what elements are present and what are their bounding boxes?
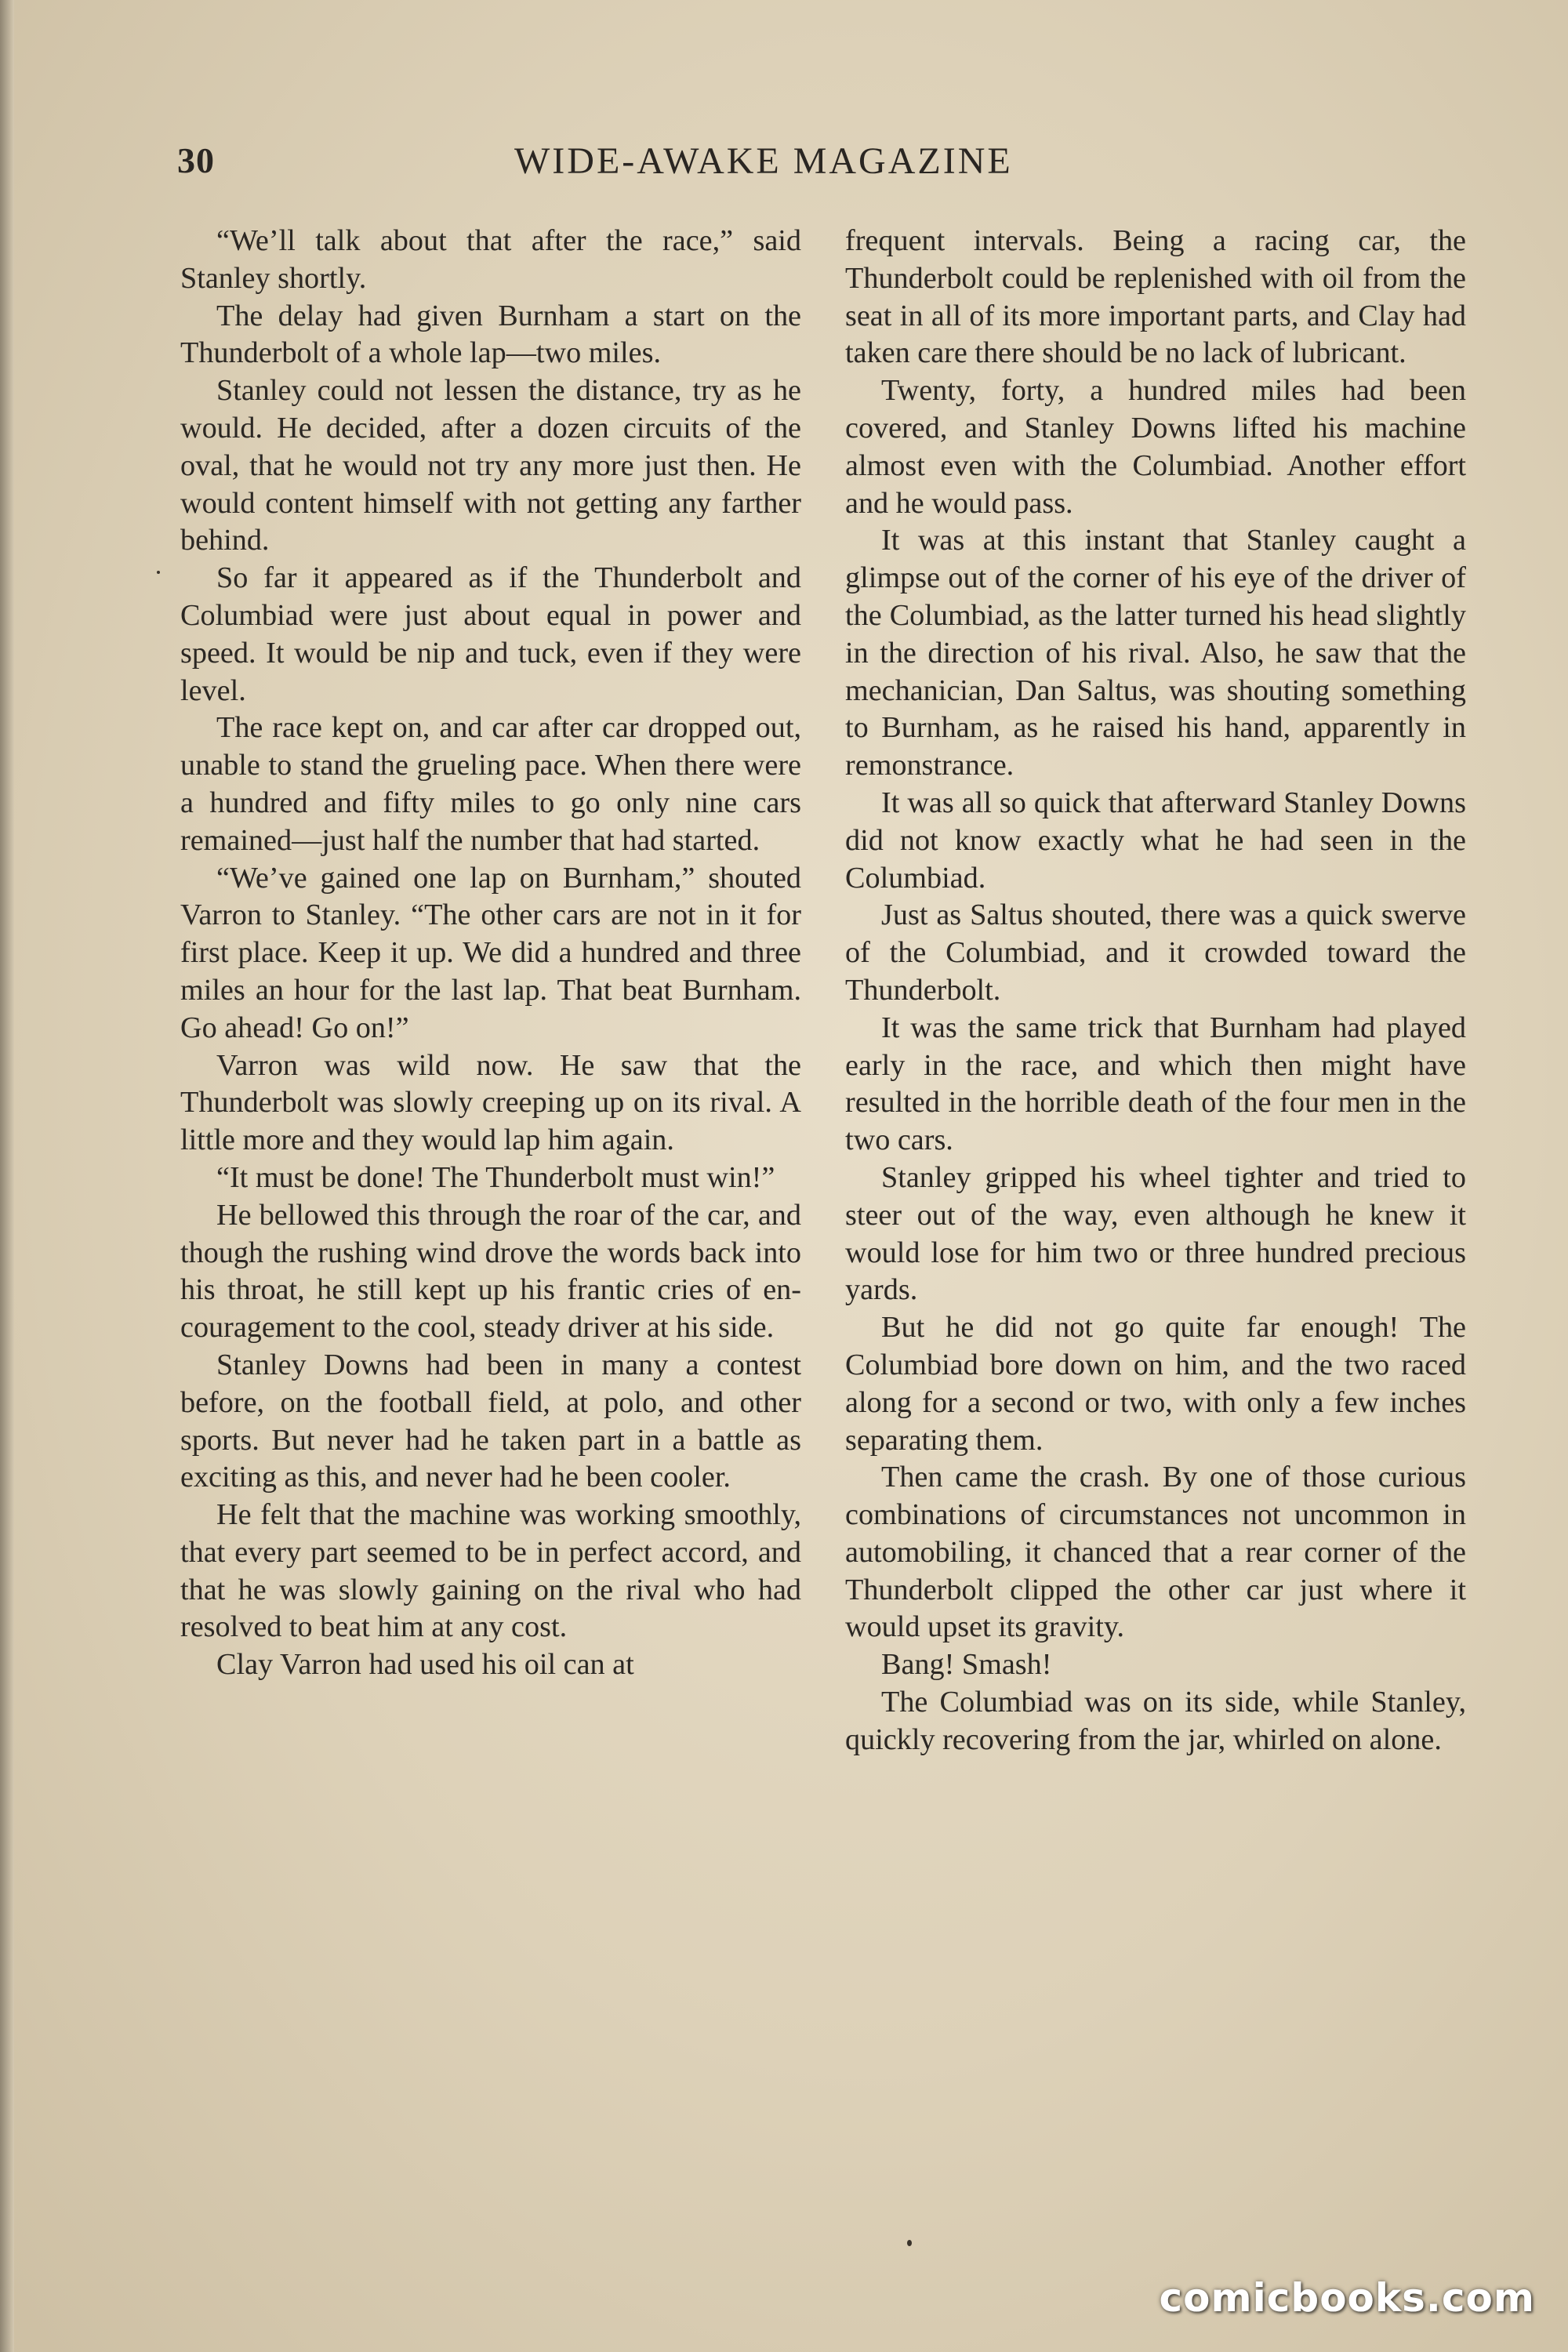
paragraph: Stanley gripped his wheel tighter and tried to steer out of the way, even although he knew it would lose for him two or three hundred precious yards. xyxy=(845,1160,1466,1307)
paragraph: Twenty, forty, a hundred miles had been covered, and Stanley Downs lifted his machine almost even with the Columbiad. Another effort and he would pass. xyxy=(845,374,1466,520)
paragraph: The delay had given Burnham a start on the Thunderbolt of a whole lap—two miles. xyxy=(180,299,801,370)
paragraph: But he did not go quite far enough! The Columbiad bore down on him, and the two raced along for a second or two, with only a few inches separating them. xyxy=(845,1311,1466,1457)
paragraph: “It must be done! The Thunderbolt must win!” xyxy=(216,1160,775,1194)
paper-speck xyxy=(157,571,160,574)
paragraph: He bellowed this through the roar of the car, and though the rushing wind drove the words back into his throat, he still kept up his frantic cries of encouragement to the cool, steady driver at his side. xyxy=(180,1198,801,1345)
paragraph: It was all so quick that afterward Stanley Downs did not know exactly what he had seen in the Columbiad. xyxy=(845,786,1466,895)
watermark-logo: comicbooks.com xyxy=(1159,2275,1535,2321)
paragraph: “We’ll talk about that after the race,” said Stanley shortly. xyxy=(180,224,801,295)
paragraph: Just as Saltus shouted, there was a quick swerve of the Columbiad, and it crowded toward the Thunderbolt. xyxy=(845,898,1466,1007)
paragraph: “We’ve gained one lap on Burnham,” shouted Varron to Stanley. “The other cars are not in it for first place. Keep it up. We did a hundred and three miles an hour for the last lap. That beat Burnham. Go ahead! Go on!” xyxy=(180,861,801,1044)
paper-speck xyxy=(907,2240,912,2246)
paragraph: It was at this instant that Stanley caught a glimpse out of the corner of his eye of the driver of the Columbiad, as the latter turned his head slightly in the direction of his rival. Also, he saw that the mechanician, Dan Saltus, was shouting something to Burnham, as he raised his hand, apparently in remonstrance. xyxy=(845,524,1466,782)
running-title: WIDE-AWAKE MAGAZINE xyxy=(514,140,1013,182)
page-gutter-shadow xyxy=(0,0,14,2352)
right-text-column xyxy=(845,223,1466,1759)
paragraph: Bang! Smash! xyxy=(881,1648,1052,1682)
paragraph: The race kept on, and car after car dropped out, unable to stand the grueling pace. When there were a hundred and fifty miles to go only nine cars remained—just half the number that had started. xyxy=(180,711,801,857)
paragraph: Then came the crash. By one of those curious combinations of circumstances not uncommon in automobiling, it chanced that a rear corner of the Thunderbolt clipped the other car just where it would upset its gravity. xyxy=(845,1461,1466,1644)
paragraph: So far it appeared as if the Thunderbolt and Columbiad were just about equal in power and speed. It would be nip and tuck, even if they were level. xyxy=(180,561,801,707)
paragraph: Clay Varron had used his oil can at xyxy=(216,1648,634,1682)
page-header xyxy=(177,140,1460,194)
paragraph: Stanley Downs had been in many a contest before, on the football field, at polo, and other sports. But never had he taken part in a battle as exciting as this, and never had he been cooler. xyxy=(180,1348,801,1494)
page-number: 30 xyxy=(177,140,215,180)
paragraph: Varron was wild now. He saw that the Thunderbolt was slowly creeping up on its rival. A little more and they would lap him again. xyxy=(180,1048,801,1157)
paragraph-continued: frequent intervals. Being a racing car, the Thunderbolt could be replenished with oil from the seat in all of its more important parts, and Clay had taken care there should be no lack of lubricant. xyxy=(845,224,1466,370)
left-text-column xyxy=(180,223,801,1684)
paragraph: Stanley could not lessen the distance, try as he would. He decided, after a dozen circuits of the oval, that he would not try any more just then. He would content himself with not getting any farther behind. xyxy=(180,374,801,557)
paragraph: It was the same trick that Burnham had played early in the race, and which then might have resulted in the horrible death of the four men in the two cars. xyxy=(845,1011,1466,1157)
paragraph: The Columbiad was on its side, while Stanley, quickly recovering from the jar, whirled on alone. xyxy=(845,1686,1466,1756)
paragraph: He felt that the machine was working smoothly, that every part seemed to be in perfect accord, and that he was slowly gaining on the rival who had resolved to beat him at any cost. xyxy=(180,1498,801,1644)
